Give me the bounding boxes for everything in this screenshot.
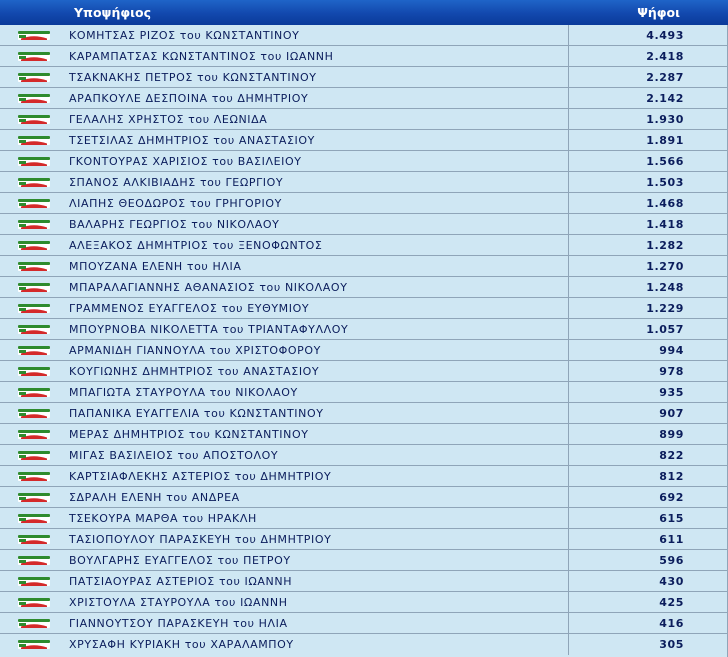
table-row	[0, 445, 728, 466]
column-divider	[568, 235, 569, 255]
header-votes-label[interactable]: Ψήφοι	[637, 5, 680, 20]
party-logo-icon	[18, 178, 50, 187]
candidate-name: ΚΑΡΤΣΙΑΦΛΕΚΗΣ ΑΣΤΕΡΙΟΣ του ΔΗΜΗΤΡΙΟΥ	[69, 470, 332, 483]
column-divider	[568, 25, 569, 45]
vote-count: 1.418	[646, 218, 684, 231]
column-divider	[568, 634, 569, 655]
column-divider	[568, 571, 569, 591]
table-row	[0, 256, 728, 277]
candidate-name: ΣΔΡΑΛΗ ΕΛΕΝΗ του ΑΝΔΡΕΑ	[69, 491, 240, 504]
column-divider	[568, 592, 569, 612]
vote-count: 2.142	[646, 92, 684, 105]
vote-count: 615	[659, 512, 684, 525]
table-row	[0, 529, 728, 550]
vote-count: 1.930	[646, 113, 684, 126]
party-logo-icon	[18, 451, 50, 460]
candidate-name: ΓΙΑΝΝΟΥΤΣΟΥ ΠΑΡΑΣΚΕΥΗ του ΗΛΙΑ	[69, 617, 288, 630]
candidate-name: ΑΡΑΠΚΟΥΛΕ ΔΕΣΠΟΙΝΑ του ΔΗΜΗΤΡΙΟΥ	[69, 92, 309, 105]
party-logo-icon	[18, 409, 50, 418]
table-row	[0, 25, 728, 46]
party-logo-icon	[18, 304, 50, 313]
vote-count: 899	[659, 428, 684, 441]
column-divider	[568, 151, 569, 171]
vote-count: 305	[659, 638, 684, 651]
candidate-name: ΤΣΕΚΟΥΡΑ ΜΑΡΘΑ του ΗΡΑΚΛΗ	[69, 512, 257, 525]
table-row	[0, 46, 728, 67]
vote-count: 1.057	[646, 323, 684, 336]
vote-count: 812	[659, 470, 684, 483]
candidate-name: ΚΑΡΑΜΠΑΤΣΑΣ ΚΩΝΣΤΑΝΤΙΝΟΣ του ΙΩΑΝΝΗ	[69, 50, 334, 63]
column-divider	[568, 550, 569, 570]
table-row	[0, 592, 728, 613]
column-divider	[568, 613, 569, 633]
table-row	[0, 466, 728, 487]
candidate-name: ΚΟΥΓΙΩΝΗΣ ΔΗΜΗΤΡΙΟΣ του ΑΝΑΣΤΑΣΙΟΥ	[69, 365, 320, 378]
party-logo-icon	[18, 220, 50, 229]
candidate-name: ΜΠΑΡΑΛΑΓΙΑΝΝΗΣ ΑΘΑΝΑΣΙΟΣ του ΝΙΚΟΛΑΟΥ	[69, 281, 348, 294]
party-logo-icon	[18, 514, 50, 523]
vote-count: 596	[659, 554, 684, 567]
candidate-name: ΧΡΥΣΑΦΗ ΚΥΡΙΑΚΗ του ΧΑΡΑΛΑΜΠΟΥ	[69, 638, 294, 651]
party-logo-icon	[18, 640, 50, 649]
column-divider	[568, 529, 569, 549]
candidate-name: ΜΙΓΑΣ ΒΑΣΙΛΕΙΟΣ του ΑΠΟΣΤΟΛΟΥ	[69, 449, 279, 462]
table-row	[0, 193, 728, 214]
vote-count: 4.493	[646, 29, 684, 42]
vote-count: 2.418	[646, 50, 684, 63]
party-logo-icon	[18, 346, 50, 355]
party-logo-icon	[18, 283, 50, 292]
table-header	[0, 0, 728, 25]
vote-count: 692	[659, 491, 684, 504]
table-row	[0, 109, 728, 130]
party-logo-icon	[18, 367, 50, 376]
table-row	[0, 424, 728, 445]
party-logo-icon	[18, 535, 50, 544]
vote-count: 822	[659, 449, 684, 462]
party-logo-icon	[18, 73, 50, 82]
table-row	[0, 277, 728, 298]
vote-count: 1.503	[646, 176, 684, 189]
table-row	[0, 130, 728, 151]
party-logo-icon	[18, 136, 50, 145]
candidate-name: ΒΑΛΑΡΗΣ ΓΕΩΡΓΙΟΣ του ΝΙΚΟΛΑΟΥ	[69, 218, 280, 231]
vote-count: 611	[659, 533, 684, 546]
party-logo-icon	[18, 325, 50, 334]
column-divider	[568, 130, 569, 150]
candidate-rows	[0, 25, 728, 655]
party-logo-icon	[18, 262, 50, 271]
column-divider	[568, 361, 569, 381]
party-logo-icon	[18, 619, 50, 628]
candidate-name: ΤΣΕΤΣΙΛΑΣ ΔΗΜΗΤΡΙΟΣ του ΑΝΑΣΤΑΣΙΟΥ	[69, 134, 315, 147]
party-logo-icon	[18, 577, 50, 586]
vote-count: 907	[659, 407, 684, 420]
candidate-name: ΧΡΙΣΤΟΥΛΑ ΣΤΑΥΡΟΥΛΑ του ΙΩΑΝΝΗ	[69, 596, 288, 609]
candidate-name: ΜΠΑΓΙΩΤΑ ΣΤΑΥΡΟΥΛΑ του ΝΙΚΟΛΑΟΥ	[69, 386, 298, 399]
column-divider	[568, 466, 569, 486]
party-logo-icon	[18, 241, 50, 250]
candidate-name: ΒΟΥΛΓΑΡΗΣ ΕΥΑΓΓΕΛΟΣ του ΠΕΤΡΟΥ	[69, 554, 291, 567]
party-logo-icon	[18, 430, 50, 439]
candidate-name: ΠΑΤΣΙΑΟΥΡΑΣ ΑΣΤΕΡΙΟΣ του ΙΩΑΝΝΗ	[69, 575, 293, 588]
table-row	[0, 613, 728, 634]
column-divider	[568, 46, 569, 66]
table-row	[0, 88, 728, 109]
column-divider	[568, 172, 569, 192]
table-row	[0, 151, 728, 172]
column-divider	[568, 67, 569, 87]
vote-count: 425	[659, 596, 684, 609]
party-logo-icon	[18, 31, 50, 40]
table-row	[0, 634, 728, 655]
table-row	[0, 403, 728, 424]
vote-count: 1.468	[646, 197, 684, 210]
table-row	[0, 361, 728, 382]
vote-count: 978	[659, 365, 684, 378]
candidate-name: ΓΡΑΜΜΕΝΟΣ ΕΥΑΓΓΕΛΟΣ του ΕΥΘΥΜΙΟΥ	[69, 302, 310, 315]
vote-count: 1.248	[646, 281, 684, 294]
table-row	[0, 382, 728, 403]
table-row	[0, 298, 728, 319]
candidate-name: ΛΙΑΠΗΣ ΘΕΟΔΩΡΟΣ του ΓΡΗΓΟΡΙΟΥ	[69, 197, 282, 210]
candidate-name: ΓΕΛΑΛΗΣ ΧΡΗΣΤΟΣ του ΛΕΩΝΙΔΑ	[69, 113, 268, 126]
party-logo-icon	[18, 493, 50, 502]
column-divider	[568, 109, 569, 129]
party-logo-icon	[18, 52, 50, 61]
table-row	[0, 67, 728, 88]
candidate-name: ΓΚΟΝΤΟΥΡΑΣ ΧΑΡΙΣΙΟΣ του ΒΑΣΙΛΕΙΟΥ	[69, 155, 302, 168]
table-row	[0, 340, 728, 361]
party-logo-icon	[18, 199, 50, 208]
candidate-name: ΜΕΡΑΣ ΔΗΜΗΤΡΙΟΣ του ΚΩΝΣΤΑΝΤΙΝΟΥ	[69, 428, 309, 441]
column-divider	[568, 487, 569, 507]
vote-count: 416	[659, 617, 684, 630]
vote-count: 994	[659, 344, 684, 357]
candidate-name: ΠΑΠΑΝΙΚΑ ΕΥΑΓΓΕΛΙΑ του ΚΩΝΣΤΑΝΤΙΝΟΥ	[69, 407, 324, 420]
vote-count: 1.891	[646, 134, 684, 147]
column-divider	[568, 403, 569, 423]
column-divider	[568, 88, 569, 108]
candidate-name: ΑΡΜΑΝΙΔΗ ΓΙΑΝΝΟΥΛΑ του ΧΡΙΣΤΟΦΟΡΟΥ	[69, 344, 321, 357]
vote-count: 935	[659, 386, 684, 399]
table-row	[0, 319, 728, 340]
vote-count: 430	[659, 575, 684, 588]
column-divider	[568, 340, 569, 360]
party-logo-icon	[18, 94, 50, 103]
table-row	[0, 235, 728, 256]
candidate-name: ΤΑΣΙΟΠΟΥΛΟΥ ΠΑΡΑΣΚΕΥΗ του ΔΗΜΗΤΡΙΟΥ	[69, 533, 332, 546]
header-candidates-label[interactable]: Υποψήφιος	[74, 5, 151, 20]
column-divider	[568, 298, 569, 318]
table-row	[0, 487, 728, 508]
vote-count: 1.566	[646, 155, 684, 168]
party-logo-icon	[18, 472, 50, 481]
column-divider	[568, 256, 569, 276]
column-divider	[568, 445, 569, 465]
candidate-name: ΣΠΑΝΟΣ ΑΛΚΙΒΙΑΔΗΣ του ΓΕΩΡΓΙΟΥ	[69, 176, 284, 189]
column-divider	[568, 382, 569, 402]
column-divider	[568, 193, 569, 213]
table-row	[0, 508, 728, 529]
party-logo-icon	[18, 556, 50, 565]
table-row	[0, 172, 728, 193]
column-divider	[568, 319, 569, 339]
vote-count: 1.282	[646, 239, 684, 252]
column-divider	[568, 508, 569, 528]
vote-count: 2.287	[646, 71, 684, 84]
candidate-name: ΜΠΟΥΡΝΟΒΑ ΝΙΚΟΛΕΤΤΑ του ΤΡΙΑΝΤΑΦΥΛΛΟΥ	[69, 323, 349, 336]
column-divider	[568, 277, 569, 297]
candidate-name: ΑΛΕΞΑΚΟΣ ΔΗΜΗΤΡΙΟΣ του ΞΕΝΟΦΩΝΤΟΣ	[69, 239, 323, 252]
party-logo-icon	[18, 115, 50, 124]
vote-count: 1.229	[646, 302, 684, 315]
candidate-name: ΚΟΜΗΤΣΑΣ ΡΙΖΟΣ του ΚΩΝΣΤΑΝΤΙΝΟΥ	[69, 29, 300, 42]
party-logo-icon	[18, 157, 50, 166]
vote-count: 1.270	[646, 260, 684, 273]
party-logo-icon	[18, 388, 50, 397]
table-row	[0, 214, 728, 235]
party-logo-icon	[18, 598, 50, 607]
column-divider	[568, 214, 569, 234]
candidate-name: ΜΠΟΥΖΑΝΑ ΕΛΕΝΗ του ΗΛΙΑ	[69, 260, 242, 273]
table-row	[0, 571, 728, 592]
candidate-name: ΤΣΑΚΝΑΚΗΣ ΠΕΤΡΟΣ του ΚΩΝΣΤΑΝΤΙΝΟΥ	[69, 71, 317, 84]
column-divider	[568, 424, 569, 444]
table-row	[0, 550, 728, 571]
